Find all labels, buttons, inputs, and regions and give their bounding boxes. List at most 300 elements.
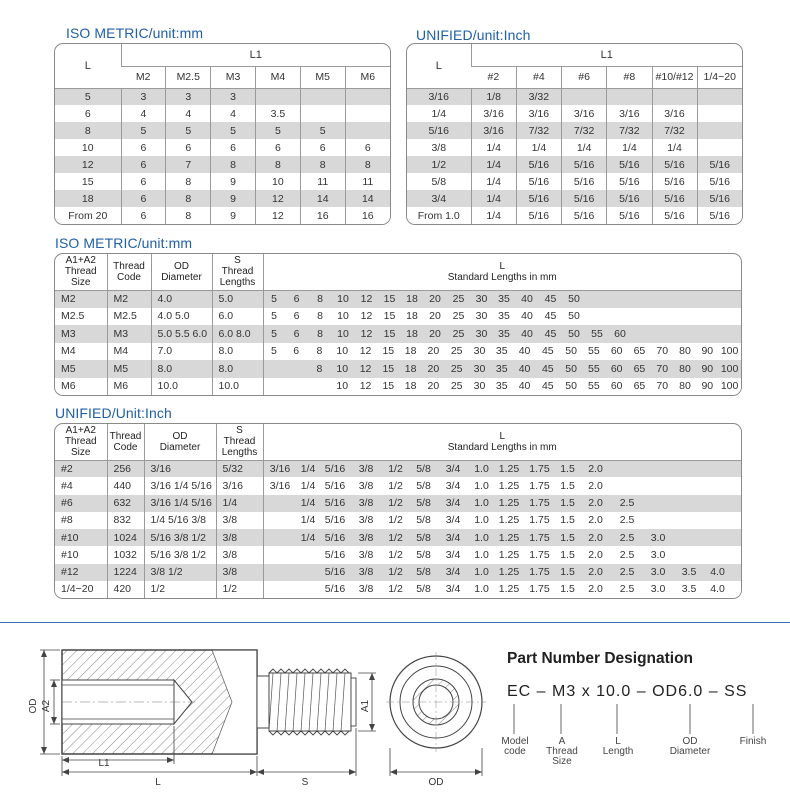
length-value: 1.75	[529, 462, 550, 475]
length-value: 12	[360, 327, 373, 340]
length-value: 3/16	[269, 479, 291, 492]
l1-value-cell: 5/16	[607, 173, 652, 190]
l-value-cell: 5	[55, 88, 121, 105]
thread-size-cell: #6	[55, 495, 107, 512]
length-value: 12	[359, 362, 372, 375]
length-value: 3/4	[445, 514, 461, 527]
length-value: 100	[720, 380, 739, 393]
l1-value-cell: 7/32	[516, 122, 561, 139]
length-value: 45	[544, 310, 557, 323]
l-value-cell: 5/16	[407, 122, 471, 139]
length-value: 18	[404, 362, 417, 375]
length-value: 3/8	[358, 566, 374, 579]
length-value: 3/4	[445, 531, 461, 544]
standard-lengths-cell	[263, 378, 741, 396]
length-value: 15	[383, 293, 396, 305]
a1-dim-label: A1	[360, 699, 371, 713]
length-value: 80	[679, 362, 691, 375]
standard-lengths-cell	[263, 477, 741, 494]
l1-value-cell: 3/16	[471, 105, 516, 122]
length-value: 25	[450, 380, 463, 393]
length-value: 1.75	[529, 497, 550, 510]
length-value: 18	[404, 345, 417, 358]
length-value: 1/4	[300, 462, 316, 475]
l1-value-cell: 5/16	[607, 156, 652, 173]
l1-value-cell: 7/32	[562, 122, 607, 139]
end-view	[386, 652, 486, 788]
standard-lengths-cell	[263, 290, 741, 308]
length-value: 1.75	[529, 566, 550, 579]
length-value: 12	[359, 380, 372, 393]
l1-value-cell: 1/4	[471, 190, 516, 207]
od-cell: 4.0 5.0	[151, 308, 212, 326]
length-value: 10	[336, 345, 349, 358]
l1-value-cell: 4	[166, 105, 211, 122]
length-value: 1.5	[560, 583, 575, 596]
l1-col-header: #8	[607, 66, 652, 88]
length-value: 8	[317, 310, 323, 323]
l1-value-cell: 5/16	[607, 190, 652, 207]
thread-size-cell: 1/4−20	[55, 581, 107, 598]
length-value: 1.0	[474, 462, 489, 475]
table-row	[55, 88, 390, 105]
length-value: 20	[429, 293, 441, 305]
length-value: 3/16	[269, 462, 291, 475]
l1-value-cell: 6	[121, 173, 166, 190]
length-value: 2.0	[588, 462, 603, 475]
length-value: 25	[450, 362, 463, 375]
l1-col-header: M2	[121, 66, 166, 88]
od-cell: 1/4 5/16 3/8	[144, 512, 216, 529]
table-row	[55, 495, 741, 512]
length-value: 45	[541, 362, 554, 375]
length-value: 2.0	[588, 548, 603, 561]
l1-value-cell: 3/16	[652, 105, 697, 122]
table-row	[55, 122, 390, 139]
length-value: 1.0	[474, 479, 489, 492]
od-cell: 5.0 5.5 6.0	[151, 325, 212, 343]
length-value: 50	[565, 362, 577, 375]
l-value-cell: 3/4	[407, 190, 471, 207]
unified-l1-table	[406, 43, 743, 225]
l1-value-cell: 5	[121, 122, 166, 139]
length-value: 70	[656, 362, 669, 375]
length-value: 5/8	[416, 531, 431, 544]
thread-code-cell: M2	[107, 290, 151, 308]
length-value: 20	[427, 362, 440, 375]
length-value: 1.0	[474, 497, 489, 510]
length-value: 1/2	[388, 497, 403, 510]
length-value: 1/2	[388, 531, 403, 544]
thread-size-header: A1+A2 Thread Size	[55, 254, 107, 290]
l1-value-cell	[300, 88, 345, 105]
hex-body-side-view	[62, 650, 257, 754]
thread-code-cell: 440	[107, 477, 144, 494]
length-value: 80	[679, 345, 691, 358]
length-value: 1/2	[388, 479, 403, 492]
s-length-cell: 3/8	[216, 546, 263, 563]
length-value: 1.0	[474, 514, 489, 527]
s-length-cell: 5/32	[216, 460, 263, 477]
length-value: 1.5	[560, 479, 575, 492]
length-value: 30	[475, 293, 488, 305]
l1-value-cell: 3.5	[255, 105, 300, 122]
l1-value-cell: 5/16	[652, 156, 697, 173]
s-length-cell: 8.0	[212, 343, 263, 361]
l1-value-cell: 8	[166, 207, 211, 224]
l1-value-cell: 5/16	[697, 173, 742, 190]
thread-size-cell: #8	[55, 512, 107, 529]
length-value: 8	[317, 293, 323, 305]
thread-code-cell: M4	[107, 343, 151, 361]
l1-col-header: 1/4−20	[697, 66, 742, 88]
l1-value-cell: 5/16	[697, 190, 742, 207]
od-dim-label: OD	[28, 698, 39, 714]
thread-size-cell: M5	[55, 360, 107, 378]
table-row	[55, 156, 390, 173]
length-value: 2.5	[619, 514, 635, 527]
od-header: OD Diameter	[144, 424, 216, 460]
length-value: 5/16	[324, 531, 346, 544]
l1-col-header: #2	[471, 66, 516, 88]
thread-size-cell: #10	[55, 529, 107, 546]
length-value: 1.25	[498, 479, 520, 492]
l1-value-cell: 1/4	[516, 139, 561, 156]
length-value: 15	[382, 345, 395, 358]
length-value: 18	[406, 327, 418, 340]
table-row	[407, 139, 742, 156]
length-value: 45	[541, 380, 554, 393]
length-value: 30	[473, 362, 486, 375]
l-value-cell: From 1.0	[407, 207, 471, 224]
thread-code-header: Thread Code	[107, 424, 144, 460]
length-value: 2.5	[619, 583, 635, 596]
table-row	[55, 460, 741, 477]
length-value: 90	[701, 345, 714, 358]
table-row	[55, 529, 741, 546]
length-value: 35	[495, 380, 508, 393]
length-value: 8	[316, 345, 323, 358]
length-value: 6	[293, 293, 300, 305]
length-value: 5/8	[416, 497, 431, 510]
length-value: 1.25	[498, 514, 520, 527]
length-value: 60	[610, 362, 623, 375]
l1-value-cell: 3	[211, 88, 256, 105]
table-row	[55, 564, 741, 581]
l1-col-header: #4	[516, 66, 561, 88]
lengths-header: L Standard Lengths in mm	[263, 424, 741, 460]
thread-code-cell: 1024	[107, 529, 144, 546]
l1-value-cell: 14	[345, 190, 390, 207]
length-value: 1/2	[388, 583, 403, 596]
thread-size-cell: #4	[55, 477, 107, 494]
table-row	[55, 378, 741, 396]
length-value: 8	[316, 362, 323, 375]
l1-value-cell: 5/16	[516, 156, 561, 173]
length-value: 10	[337, 310, 349, 323]
length-value: 45	[544, 293, 557, 305]
length-value: 2.0	[588, 566, 603, 579]
length-value: 40	[521, 310, 533, 323]
length-value: 40	[521, 327, 533, 340]
l1-value-cell	[697, 105, 742, 122]
l1-value-cell: 7/32	[652, 122, 697, 139]
length-value: 40	[518, 362, 531, 375]
length-value: 50	[565, 380, 577, 393]
length-value: 1.5	[560, 497, 575, 510]
l1-value-cell: 9	[211, 173, 256, 190]
l1-value-cell: 7	[166, 156, 211, 173]
l-value-cell: 1/4	[407, 105, 471, 122]
l1-col-header: M3	[211, 66, 256, 88]
l-value-cell: 6	[55, 105, 121, 122]
l1-value-cell: 8	[166, 190, 211, 207]
table-row	[55, 139, 390, 156]
length-value: 20	[427, 345, 440, 358]
l1-value-cell	[345, 88, 390, 105]
l1-value-cell: 5/16	[562, 190, 607, 207]
l1-value-cell: 7/32	[607, 122, 652, 139]
s-length-cell: 6.0 8.0	[212, 325, 263, 343]
model-code-label: Model code	[501, 736, 529, 757]
length-value: 15	[383, 327, 396, 340]
length-value: 10	[337, 327, 349, 340]
length-value: 5	[271, 310, 277, 323]
l1-value-cell: 5	[211, 122, 256, 139]
l1-value-cell: 8	[166, 173, 211, 190]
length-value: 4.0	[710, 583, 725, 596]
length-value: 1.75	[529, 583, 550, 596]
length-value: 3/8	[358, 497, 374, 510]
length-value: 35	[498, 327, 510, 340]
length-value: 40	[518, 380, 531, 393]
l1-value-cell: 3	[121, 88, 166, 105]
a2-dim-label: A2	[41, 699, 52, 713]
length-value: 3/4	[445, 462, 461, 475]
l1-value-cell: 8	[211, 156, 256, 173]
length-value: 40	[521, 293, 533, 305]
thread-size-cell: M4	[55, 343, 107, 361]
standard-lengths-cell	[263, 564, 741, 581]
length-value: 18	[406, 310, 418, 323]
table-row	[55, 105, 390, 122]
length-value: 18	[406, 293, 418, 305]
length-value: 5/8	[416, 479, 431, 492]
l1-value-cell	[697, 139, 742, 156]
length-value: 1.25	[498, 548, 520, 561]
length-value: 20	[427, 380, 440, 393]
l1-value-cell: 16	[300, 207, 345, 224]
l1-value-cell: 10	[255, 173, 300, 190]
length-value: 65	[633, 362, 646, 375]
length-value: 5/16	[324, 583, 346, 596]
table-row	[407, 190, 742, 207]
length-value: 3/4	[445, 583, 461, 596]
l-value-cell: 5/8	[407, 173, 471, 190]
thread-size-cell: M6	[55, 378, 107, 396]
s-length-cell: 5.0	[212, 290, 263, 308]
thread-size-header: A1+A2 Thread Size	[55, 424, 107, 460]
s-length-cell: 3/16	[216, 477, 263, 494]
thread-code-cell: M3	[107, 325, 151, 343]
length-value: 1/2	[388, 566, 403, 579]
od-cell: 5/16 3/8 1/2	[144, 546, 216, 563]
l1-header: L1	[121, 44, 390, 66]
length-value: 6	[293, 327, 300, 340]
standard-lengths-cell	[263, 325, 741, 343]
l1-value-cell: 3/16	[471, 122, 516, 139]
length-value: 65	[633, 380, 646, 393]
s-length-cell: 1/2	[216, 581, 263, 598]
length-value: 55	[588, 362, 600, 375]
length-value: 70	[656, 380, 669, 393]
l1-value-cell: 1/4	[652, 139, 697, 156]
length-value: 1.25	[498, 462, 520, 475]
table-row	[55, 290, 741, 308]
unified-big-title: UNIFIED/Unit:Inch	[55, 405, 172, 421]
iso-small-title: ISO METRIC/unit:mm	[66, 25, 204, 41]
l1-value-cell: 5/16	[652, 173, 697, 190]
length-value: 35	[498, 293, 510, 305]
l1-value-cell: 3/16	[516, 105, 561, 122]
length-value: 90	[701, 362, 714, 375]
length-value: 3/8	[358, 583, 374, 596]
table-row	[407, 88, 742, 105]
table-row	[407, 156, 742, 173]
l1-value-cell: 1/4	[562, 139, 607, 156]
length-value: 5/8	[416, 514, 431, 527]
length-value: 3.5	[681, 583, 697, 596]
part-number-code: EC – M3 x 10.0 – OD6.0 – SS	[507, 683, 748, 700]
l1-value-cell	[607, 88, 652, 105]
table-row	[407, 122, 742, 139]
length-value: 1/2	[388, 462, 403, 475]
l1-value-cell: 1/4	[471, 156, 516, 173]
iso-lengths-table	[54, 253, 742, 396]
length-value: 25	[452, 293, 465, 305]
unified-lengths-table	[54, 423, 742, 599]
table-row	[55, 343, 741, 361]
od-diameter-label: OD Diameter	[669, 736, 711, 757]
thread-code-cell: M5	[107, 360, 151, 378]
l-value-cell: 1/2	[407, 156, 471, 173]
length-value: 5/8	[416, 548, 431, 561]
length-value: 25	[452, 310, 465, 323]
length-value: 1.5	[560, 548, 575, 561]
unified-small-title: UNIFIED/unit:Inch	[416, 27, 531, 43]
od-cell: 3/8 1/2	[144, 564, 216, 581]
od-cell: 4.0	[151, 290, 212, 308]
table-row	[55, 546, 741, 563]
l1-col-header: M6	[345, 66, 390, 88]
length-value: 5/16	[324, 462, 346, 475]
length-value: 5/8	[416, 583, 431, 596]
length-value: 3.0	[650, 548, 666, 561]
l1-value-cell: 3/32	[516, 88, 561, 105]
l1-value-cell: 6	[121, 156, 166, 173]
length-value: 60	[610, 380, 623, 393]
length-value: 2.0	[588, 479, 603, 492]
l1-value-cell: 3/16	[607, 105, 652, 122]
l1-value-cell	[652, 88, 697, 105]
l1-col-header: #10/#12	[652, 66, 697, 88]
l1-value-cell: 1/4	[471, 173, 516, 190]
l1-value-cell: 6	[166, 139, 211, 156]
iso-l1-table	[54, 43, 391, 225]
table-row	[55, 190, 390, 207]
l1-value-cell: 5/16	[607, 207, 652, 224]
length-value: 5/16	[324, 497, 346, 510]
lengths-header: L Standard Lengths in mm	[263, 254, 741, 290]
thread-code-cell: M6	[107, 378, 151, 396]
length-value: 60	[614, 327, 626, 340]
l1-value-cell: 4	[211, 105, 256, 122]
length-value: 20	[429, 310, 441, 323]
l1-header: L1	[471, 44, 742, 66]
length-value: 8	[317, 327, 323, 340]
iso-big-title: ISO METRIC/unit:mm	[55, 235, 193, 251]
thread-code-cell: 1224	[107, 564, 144, 581]
l1-value-cell: 6	[121, 190, 166, 207]
length-value: 5	[271, 327, 277, 340]
standard-lengths-cell	[263, 460, 741, 477]
l1-value-cell: 8	[345, 156, 390, 173]
length-value: 3.5	[681, 566, 697, 579]
od-cell: 5/16 3/8 1/2	[144, 529, 216, 546]
standard-lengths-cell	[263, 343, 741, 361]
length-value: 40	[518, 345, 531, 358]
length-value: 5/8	[416, 566, 431, 579]
length-value: 45	[541, 345, 554, 358]
length-value: 70	[656, 345, 669, 358]
length-value: 30	[475, 327, 488, 340]
length-value: 12	[360, 293, 373, 305]
length-value: 35	[498, 310, 510, 323]
length-value: 2.5	[619, 531, 635, 544]
length-value: 10	[337, 293, 349, 305]
l1-col-header: #6	[562, 66, 607, 88]
thread-code-header: Thread Code	[107, 254, 151, 290]
length-value: 5/16	[324, 566, 346, 579]
length-value: 20	[429, 327, 441, 340]
l-value-cell: 3/8	[407, 139, 471, 156]
l1-value-cell: 4	[121, 105, 166, 122]
thread-code-cell: M2.5	[107, 308, 151, 326]
length-value: 2.0	[588, 531, 603, 544]
od-cell: 10.0	[151, 378, 212, 396]
l-value-cell: 10	[55, 139, 121, 156]
length-value: 6	[293, 310, 300, 323]
l1-value-cell	[562, 88, 607, 105]
l1-value-cell: 12	[255, 207, 300, 224]
length-value: 80	[679, 380, 691, 393]
length-value: 15	[382, 362, 395, 375]
od-cell: 3/16 1/4 5/16	[144, 495, 216, 512]
l1-value-cell	[697, 88, 742, 105]
length-value: 1.5	[560, 566, 575, 579]
length-value: 1.0	[474, 566, 489, 579]
thread-code-cell: 256	[107, 460, 144, 477]
thread-size-cell: #2	[55, 460, 107, 477]
thread-size-cell: M2.5	[55, 308, 107, 326]
l1-col-header: M4	[255, 66, 300, 88]
l1-value-cell: 6	[345, 139, 390, 156]
thread-size-cell: #12	[55, 564, 107, 581]
length-value: 3.0	[650, 566, 666, 579]
standard-lengths-cell	[263, 581, 741, 598]
section-divider	[0, 622, 790, 623]
length-value: 1.0	[474, 583, 489, 596]
